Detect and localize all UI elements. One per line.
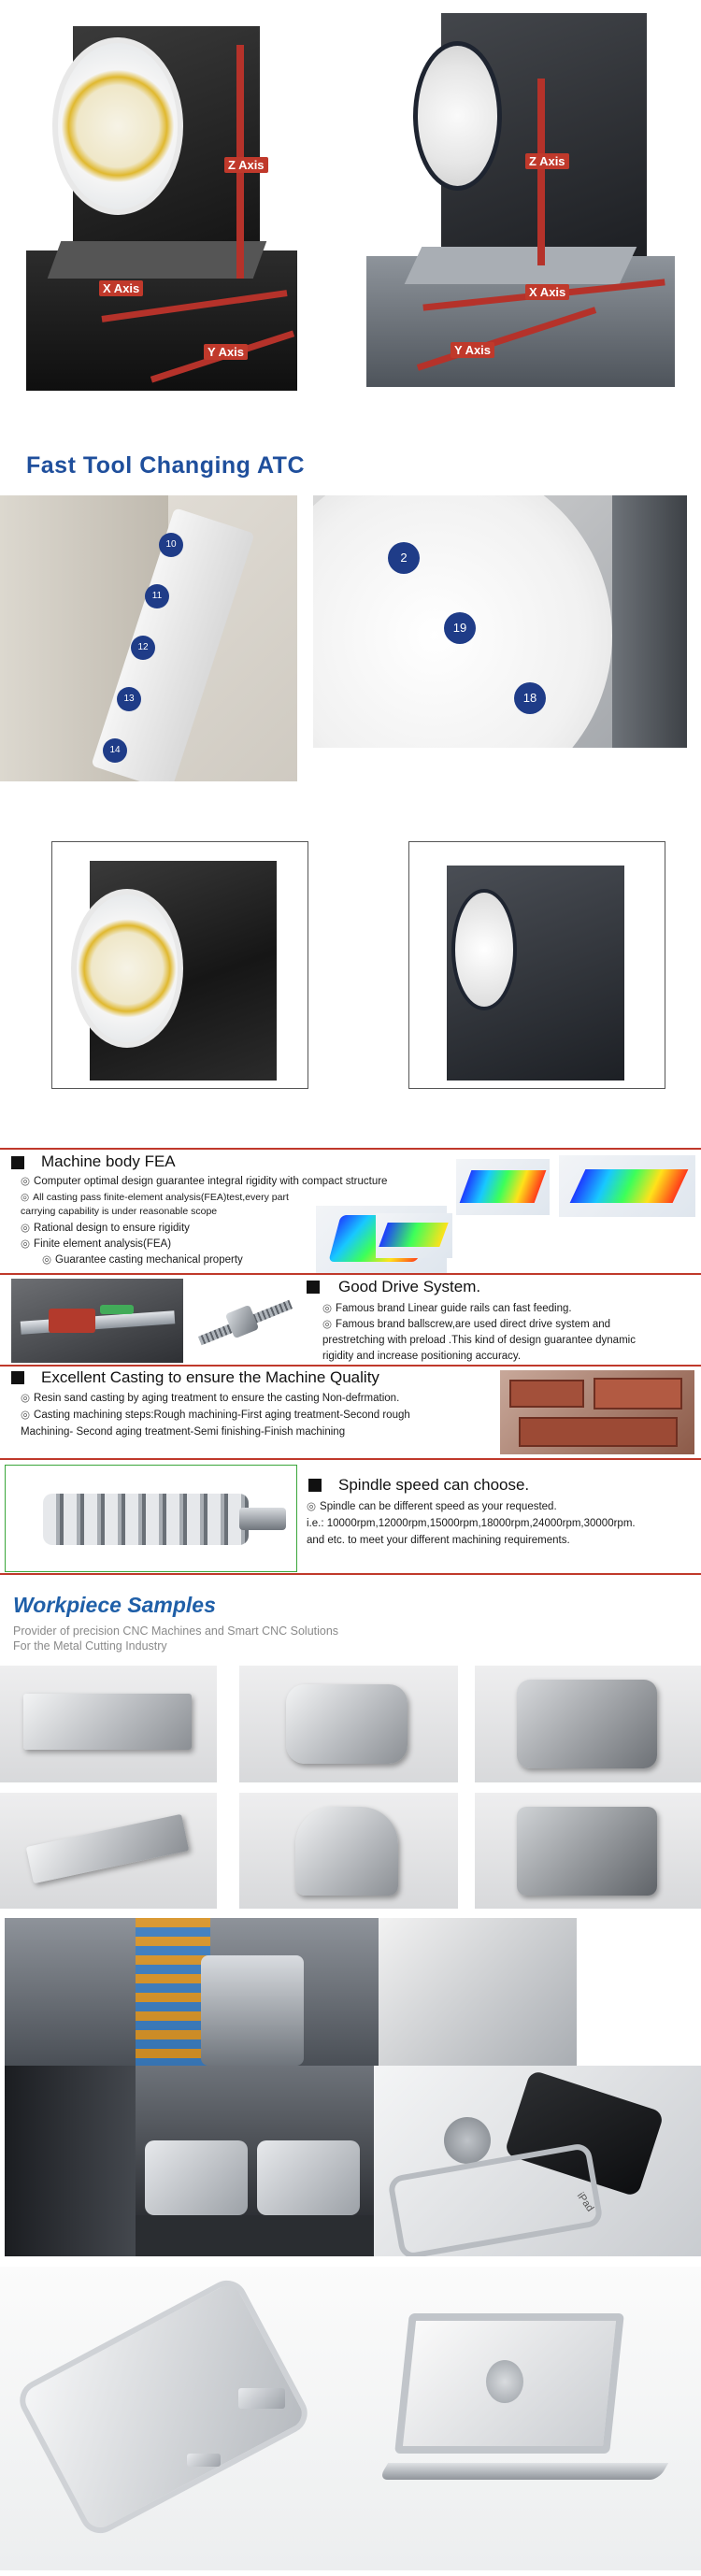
left-worktable <box>48 241 267 279</box>
atc-right-spindle-head <box>612 495 687 748</box>
fea-simulation-image-2 <box>559 1155 695 1217</box>
bullet-icon: ◎ <box>21 1238 31 1250</box>
atc-tool-number-badge: 11 <box>145 584 169 608</box>
phone-frame <box>387 2142 604 2256</box>
bullet-icon: ◎ <box>21 1393 31 1404</box>
casting-piece <box>519 1417 678 1447</box>
samples-title: Workpiece Samples <box>13 1593 216 1617</box>
small-part <box>238 2388 285 2409</box>
left-y-axis-label: Y Axis <box>204 344 248 360</box>
spindle-title: Spindle speed can choose. <box>338 1476 530 1494</box>
left-x-axis-label: X Axis <box>99 280 143 296</box>
guide-rail <box>21 1310 176 1334</box>
casting-square-icon <box>11 1371 24 1384</box>
sample-part <box>517 1680 657 1768</box>
bullet-icon: ◎ <box>322 1303 333 1314</box>
machining-closeup-photo <box>5 1918 577 2066</box>
spindle-line-3: and etc. to meet your different machining requirements. <box>307 1535 570 1546</box>
atc-heading: Fast Tool Changing ATC <box>26 452 305 479</box>
framed-machine-left <box>51 841 308 1089</box>
atc-tool-number-badge: 13 <box>117 687 141 711</box>
spindle-square-icon <box>308 1479 322 1492</box>
atc-tool-number-badge: 2 <box>388 542 420 574</box>
sample-tile-1 <box>0 1666 217 1782</box>
sample-part <box>517 1807 657 1896</box>
phone-housing-photo <box>374 2066 701 2256</box>
fea-simulation-image-4 <box>376 1213 452 1258</box>
casting-line-3: Machining- Second aging treatment-Semi finishing-Finish machining <box>21 1426 346 1438</box>
drive-bottom-rule <box>0 1365 701 1367</box>
drive-square-icon <box>307 1281 320 1294</box>
apple-logo-icon <box>486 2360 523 2403</box>
sample-tile-5 <box>239 1793 458 1909</box>
spindle-nose <box>239 1508 286 1530</box>
spindle-line-1: ◎ Spindle can be different speed as your requested. <box>307 1501 557 1512</box>
apple-logo-icon <box>444 2117 491 2164</box>
samples-subtitle-2: For the Metal Cutting Industry <box>13 1639 167 1653</box>
fixture-part-left <box>145 2140 248 2215</box>
sample-part <box>295 1807 398 1896</box>
right-worktable <box>405 247 637 284</box>
guide-indicator <box>100 1305 134 1314</box>
atc-tool-number-badge: 18 <box>514 682 546 714</box>
fixture-part-right <box>257 2140 360 2215</box>
casting-bottom-rule <box>0 1458 701 1460</box>
fea-title: Machine body FEA <box>41 1152 176 1170</box>
linear-guide-photo <box>11 1279 183 1363</box>
fea-heatmap-shape <box>570 1169 689 1203</box>
samples-subtitle-1: Provider of precision CNC Machines and Smart CNC Solutions <box>13 1624 339 1638</box>
laptop-base-part <box>379 2463 668 2480</box>
right-z-axis-label: Z Axis <box>525 153 569 169</box>
right-y-axis-label: Y Axis <box>451 342 494 358</box>
spindle-photo <box>5 1465 297 1572</box>
aluminum-parts-photo <box>0 2267 701 2570</box>
framed-machine-right <box>408 841 665 1089</box>
bullet-icon: ◎ <box>21 1176 31 1187</box>
atc-tool-number-badge: 10 <box>159 533 183 557</box>
fea-heatmap-shape <box>460 1170 547 1203</box>
fea-simulation-image-1 <box>456 1159 550 1215</box>
right-x-axis-label: X Axis <box>525 284 569 300</box>
atc-tool-number-badge: 19 <box>444 612 476 644</box>
spindle-line-2: i.e.: 10000rpm,12000rpm,15000rpm,18000rpm,24000rpm,30000rpm. <box>307 1518 636 1529</box>
fea-line-1: ◎ Computer optimal design guarantee integral rigidity with compact structure <box>21 1176 388 1187</box>
drive-line-3: prestretching with preload .This kind of design guarantee dynamic <box>322 1335 636 1346</box>
drive-title: Good Drive System. <box>338 1278 481 1295</box>
sample-part <box>26 1814 190 1883</box>
atc-closeup-right-photo <box>313 495 687 748</box>
machine-guard <box>379 1918 577 2066</box>
right-z-axis-arrow <box>537 79 545 265</box>
drive-line-1: ◎ Famous brand Linear guide rails can fast feeding. <box>322 1303 572 1314</box>
ipad-label: iPad <box>574 2190 596 2214</box>
sample-tile-3 <box>475 1666 701 1782</box>
fea-line-2: ◎ All casting pass finite-element analysis(FEA)test,every part <box>21 1192 289 1203</box>
left-z-axis-label: Z Axis <box>224 157 268 173</box>
framed-left-tool-magazine <box>71 889 183 1048</box>
fea-line-5: ◎ Finite element analysis(FEA) <box>21 1238 172 1250</box>
left-tool-magazine <box>52 37 183 215</box>
bullet-icon: ◎ <box>42 1254 52 1266</box>
atc-tool-number-badge: 12 <box>131 636 155 660</box>
bullet-icon: ◎ <box>322 1319 333 1330</box>
small-part <box>187 2454 221 2467</box>
casting-line-1: ◎ Resin sand casting by aging treatment to ensure the casting Non-defrmation. <box>21 1393 400 1404</box>
sample-tile-2 <box>239 1666 458 1782</box>
sample-tile-4 <box>0 1793 217 1909</box>
drive-line-4: rigidity and increase positioning accuracy. <box>322 1351 522 1362</box>
hero-machine-right-photo <box>366 13 689 392</box>
guide-carriage <box>49 1309 95 1333</box>
fixture-workpiece-photo <box>5 2066 374 2256</box>
fea-line-6: ◎ Guarantee casting mechanical property <box>42 1254 243 1266</box>
hero-machine-left-photo <box>17 17 297 391</box>
right-tool-magazine <box>413 41 502 191</box>
framed-right-tool-magazine <box>451 889 517 1010</box>
fixture-base <box>136 2215 374 2256</box>
bullet-icon: ◎ <box>21 1223 31 1234</box>
sample-part <box>23 1694 192 1750</box>
casting-piece <box>594 1378 682 1410</box>
fea-line-3: carrying capability is under reasonable scope <box>21 1206 218 1217</box>
fea-bottom-rule <box>0 1273 701 1275</box>
bullet-icon: ◎ <box>307 1501 317 1512</box>
atc-closeup-left-photo <box>0 495 297 781</box>
casting-line-2: ◎ Casting machining steps:Rough machining-First aging treatment-Second rough <box>21 1410 410 1421</box>
spindle-bottom-rule <box>0 1573 701 1575</box>
bullet-icon: ◎ <box>21 1192 30 1203</box>
sample-part <box>286 1684 408 1764</box>
fea-line-4: ◎ Rational design to ensure rigidity <box>21 1223 190 1234</box>
drive-line-2: ◎ Famous brand ballscrew,are used direct drive system and <box>322 1319 611 1330</box>
bullet-icon: ◎ <box>21 1410 31 1421</box>
fea-heatmap-shape <box>379 1223 448 1247</box>
casting-title: Excellent Casting to ensure the Machine Quality <box>41 1368 379 1386</box>
fea-square-icon <box>11 1156 24 1169</box>
fixture-left-shadow <box>5 2066 136 2256</box>
castings-photo <box>500 1370 694 1454</box>
spindle-body <box>43 1494 249 1545</box>
casting-piece <box>509 1380 584 1408</box>
coolant-hose <box>136 1918 210 2066</box>
sample-tile-6 <box>475 1793 701 1909</box>
spindle-head <box>201 1955 304 2066</box>
atc-tool-number-badge: 14 <box>103 738 127 763</box>
ballscrew-photo <box>192 1279 299 1363</box>
features-top-rule <box>0 1148 701 1150</box>
